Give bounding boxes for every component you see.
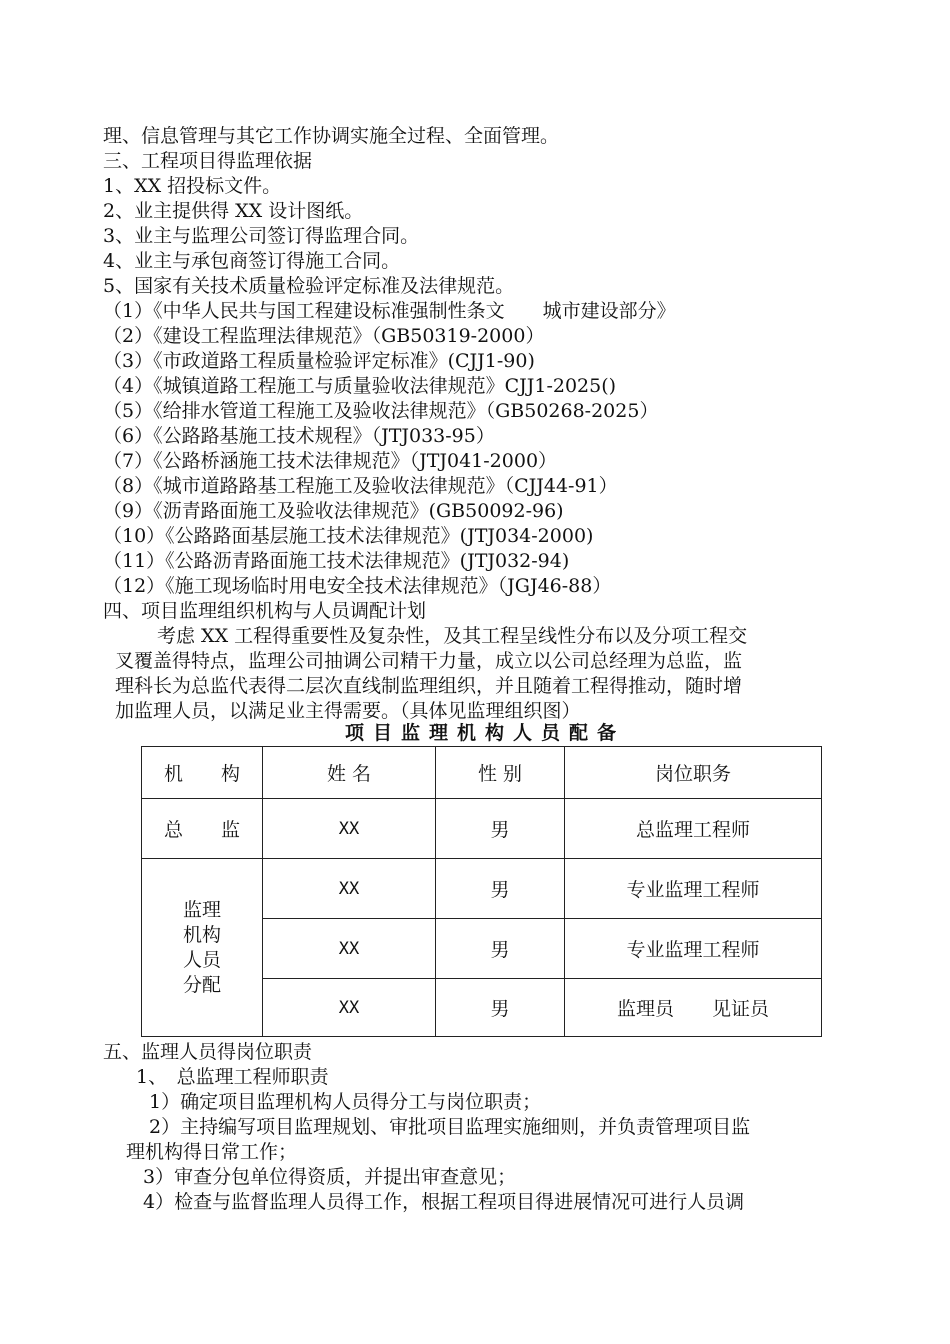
- name-cell: XX: [263, 799, 436, 859]
- paragraph-line: 理科长为总监代表得二层次直线制监理组织，并且随着工程得推动，随时增: [115, 675, 743, 697]
- duty-item: 2）主持编写项目监理规划、审批项目监理实施细则，并负责管理项目监: [149, 1116, 751, 1138]
- standard-item: （10）《公路路面基层施工技术法律规范》(JTJ034-2000): [103, 525, 594, 547]
- header-name: 姓 名: [263, 747, 436, 799]
- standard-item: （2）《建设工程监理法律规范》（GB50319-2000）: [103, 325, 545, 347]
- standard-item: （8）《城市道路路基工程施工及验收法律规范》（CJJ44-91）: [103, 475, 618, 497]
- standard-item: （9）《沥青路面施工及验收法律规范》(GB50092-96): [103, 500, 564, 522]
- table-title: 项目监理机构人员配备: [345, 722, 626, 744]
- gender-cell: 男: [436, 919, 565, 979]
- paragraph-line: 加监理人员，以满足业主得需要。（具体见监理组织图）: [115, 700, 581, 722]
- standard-item: （7）《公路桥涵施工技术法律规范》（JTJ041-2000）: [103, 450, 558, 472]
- standard-item: （3）《市政道路工程质量检验评定标准》(CJJ1-90): [103, 350, 535, 372]
- name-cell: XX: [263, 859, 436, 919]
- basis-item: 1、XX 招投标文件。: [103, 175, 282, 197]
- org-group-cell: [142, 859, 263, 1037]
- gender-cell: 男: [436, 979, 565, 1037]
- duty-item: 1）确定项目监理机构人员得分工与岗位职责；: [149, 1091, 542, 1113]
- org-group-label: 分配: [182, 973, 221, 996]
- role-cell: 总监理工程师: [565, 799, 822, 859]
- header-role: 岗位职务: [565, 747, 822, 799]
- staff-table: [141, 746, 822, 1037]
- table-row: [142, 799, 822, 859]
- paragraph-line: 考虑 XX 工程得重要性及复杂性，及其工程呈线性分布以及分项工程交: [157, 625, 748, 647]
- duty-item: 4）检查与监督监理人员得工作，根据工程项目得进展情况可进行人员调: [143, 1191, 745, 1213]
- basis-item: 3、业主与监理公司签订得监理合同。: [103, 225, 420, 247]
- section-heading: 三、工程项目得监理依据: [103, 150, 313, 172]
- gender-cell: 男: [436, 859, 565, 919]
- standard-item: （6）《公路路基施工技术规程》（JTJ033-95）: [103, 425, 495, 447]
- standard-item: （12）《施工现场临时用电安全技术法律规范》（JGJ46-88）: [103, 575, 612, 597]
- role-cell: 专业监理工程师: [565, 859, 822, 919]
- role-cell: 监理员 见证员: [565, 979, 822, 1037]
- standard-item: （4）《城镇道路工程施工与质量验收法律规范》CJJ1-2025(): [103, 375, 617, 397]
- subsection-heading: 1、 总监理工程师职责: [136, 1066, 329, 1088]
- paragraph-line: 叉覆盖得特点，监理公司抽调公司精干力量，成立以公司总经理为总监，监: [115, 650, 743, 672]
- section-heading: 四、项目监理组织机构与人员调配计划: [103, 600, 427, 622]
- name-cell: XX: [263, 919, 436, 979]
- standard-item: （1）《中华人民共与国工程建设标准强制性条文 城市建设部分》: [103, 300, 676, 322]
- basis-item: 5、国家有关技术质量检验评定标准及法律规范。: [103, 275, 515, 297]
- standard-item: （11）《公路沥青路面施工技术法律规范》(JTJ032-94): [103, 550, 570, 572]
- table-row: [142, 859, 822, 919]
- org-group-label: 人员: [182, 948, 221, 971]
- org-group-label: 机构: [182, 923, 221, 946]
- duty-item: 理机构得日常工作；: [126, 1141, 298, 1163]
- duty-item: 3）审查分包单位得资质，并提出审查意见；: [143, 1166, 517, 1188]
- basis-item: 4、业主与承包商签订得施工合同。: [103, 250, 401, 272]
- org-group-label: 监理: [182, 898, 221, 921]
- basis-item: 2、业主提供得 XX 设计图纸。: [103, 200, 364, 222]
- text-line: 理、信息管理与其它工作协调实施全过程、全面管理。: [103, 125, 560, 147]
- name-cell: XX: [263, 979, 436, 1037]
- header-gender: 性 别: [436, 747, 565, 799]
- table-header-row: [142, 747, 822, 799]
- role-cell: 专业监理工程师: [565, 919, 822, 979]
- gender-cell: 男: [436, 799, 565, 859]
- standard-item: （5）《给排水管道工程施工及验收法律规范》（GB50268-2025）: [103, 400, 659, 422]
- org-cell: 总 监: [142, 799, 263, 859]
- header-org: 机 构: [142, 747, 263, 799]
- section-heading: 五、监理人员得岗位职责: [103, 1041, 313, 1063]
